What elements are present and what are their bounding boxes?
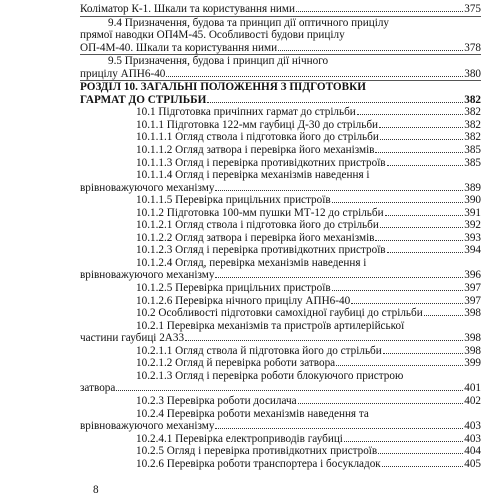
dot-leader	[207, 102, 463, 103]
toc-entry	[80, 282, 481, 295]
toc-entry	[80, 106, 481, 119]
toc-page-number: 385	[464, 144, 481, 157]
toc-entry	[80, 395, 481, 408]
toc-entry-title: ГАРМАТ ДО СТРІЛЬБИ	[80, 93, 207, 106]
toc-entry	[80, 357, 481, 370]
toc-entry-title: Коліматор К-1. Шкали та користування ними	[80, 3, 295, 15]
toc-entry-title: врівноважуючого механізму	[80, 269, 215, 282]
toc-entry	[80, 433, 481, 446]
toc-page-number: 397	[464, 282, 481, 295]
toc-page-number: 375	[464, 3, 481, 15]
dot-leader	[375, 152, 463, 153]
dot-leader	[382, 466, 463, 467]
toc-page-number: 402	[464, 394, 481, 407]
toc-entry	[80, 445, 481, 458]
toc-page-number: 398	[464, 344, 481, 357]
toc-entry	[80, 16, 481, 42]
toc-entry-title: затвора	[80, 382, 116, 395]
toc-entry-title: 10.1.2.5 Перевірка прицільних пристроїв	[136, 282, 331, 295]
toc-entry-title: 10.2.1.3 Огляд і перевірка роботи блокуючого пристрою	[136, 369, 404, 382]
dot-leader	[424, 315, 464, 316]
toc-entry-title: 10.1.1.2 Огляд затвора і перевірка його механізмів	[136, 144, 375, 157]
dot-leader	[380, 227, 463, 228]
toc-entry	[80, 144, 481, 157]
toc-entry	[80, 80, 481, 106]
toc-entry-title: 10.1.2.1 Огляд ствола і підготовка його до стрільби	[136, 219, 379, 232]
toc-page-number: 378	[464, 41, 481, 54]
toc-entry-title: 10.1 Підготовка причіпних гармат до стрільби	[136, 106, 356, 119]
toc-page-number: 403	[464, 420, 481, 433]
toc-entry	[80, 169, 481, 194]
toc-entry-title: 10.1.2.4 Огляд, перевірка механізмів наведення і	[136, 256, 367, 269]
toc-entry-title: 10.1.2.2 Огляд затвора і перевірка його механізмів	[136, 231, 375, 244]
toc-page-number: 397	[464, 294, 481, 307]
dot-leader	[215, 428, 463, 429]
toc-page-number: 392	[464, 219, 481, 232]
toc-page-number: 391	[464, 206, 481, 219]
toc-page-number: 393	[464, 231, 481, 244]
toc-entry-title: 10.2.5 Огляд і перевірка противідкотних пристроїв	[136, 445, 378, 458]
dot-leader	[380, 139, 463, 140]
toc-entry	[80, 257, 481, 282]
table-of-contents	[80, 3, 481, 470]
toc-entry	[80, 295, 481, 308]
toc-page-number: 404	[464, 445, 481, 458]
dot-leader	[185, 340, 463, 341]
toc-entry-title: 10.2.1.2 Огляд й перевірка роботи затвора	[136, 357, 336, 370]
toc-entry	[80, 219, 481, 232]
toc-page-number: 382	[464, 131, 481, 144]
page-number: 8	[93, 484, 99, 496]
dot-leader	[357, 114, 463, 115]
dot-leader	[351, 303, 463, 304]
toc-page-number: 403	[464, 432, 481, 445]
dot-leader	[298, 403, 464, 404]
toc-entry-title: 10.1.1.1 Огляд ствола і підготовка його до стрільби	[136, 131, 379, 144]
toc-entry	[80, 345, 481, 358]
toc-entry-title: 10.2.1 Перевірка механізмів та пристроїв артилерійської	[136, 319, 405, 332]
toc-entry-title: 10.1.1.4 Огляд і перевірка механізмів наведення і	[136, 169, 370, 182]
toc-entry	[80, 54, 481, 68]
dot-leader	[336, 365, 463, 366]
dot-leader	[215, 190, 463, 191]
toc-entry-title: 10.1.1.3 Огляд і перевірка противідкотних пристроїв	[136, 156, 386, 169]
dot-leader	[278, 50, 463, 51]
toc-page-number: 389	[464, 181, 481, 194]
dot-leader	[387, 252, 464, 253]
toc-page-number: 382	[464, 93, 481, 106]
toc-entry	[80, 131, 481, 144]
toc-page-number: 401	[464, 382, 481, 395]
dot-leader	[296, 11, 463, 12]
dot-leader	[166, 76, 463, 77]
toc-page-number: 396	[464, 269, 481, 282]
dot-leader	[385, 215, 464, 216]
toc-entry	[80, 408, 481, 433]
toc-entry	[80, 68, 481, 81]
toc-entry	[80, 370, 481, 395]
toc-entry-title: прицілу АПН6-40	[80, 67, 166, 80]
toc-entry-title: 10.2 Особливості підготовки самохідної гаубиці до стрільби	[136, 307, 423, 320]
dot-leader	[378, 453, 463, 454]
toc-page-number: 385	[464, 156, 481, 169]
toc-entry-title: 10.1.1.5 Перевірка прицільних пристроїв	[136, 194, 331, 207]
toc-entry-title: 9.4 Призначення, будова та принцип дії оптичного прицілу	[108, 16, 390, 29]
dot-leader	[332, 202, 464, 203]
toc-page-number: 405	[464, 457, 481, 470]
toc-page-number: 398	[464, 307, 481, 320]
toc-page-number: 382	[464, 118, 481, 131]
dot-leader	[383, 353, 463, 354]
toc-entry-title: 10.2.3 Перевірка роботи досилача	[136, 394, 297, 407]
toc-entry	[80, 194, 481, 207]
toc-page-number: 382	[464, 106, 481, 119]
toc-entry-title: 10.1.2 Підготовка 100-мм пушки МТ-12 до стрільби	[136, 206, 384, 219]
toc-entry	[80, 232, 481, 245]
toc-entry-title: 10.2.6 Перевірка роботи транспортера і босукладок	[136, 457, 381, 470]
toc-entry	[80, 157, 481, 170]
dot-leader	[116, 390, 463, 391]
toc-entry	[80, 307, 481, 320]
toc-entry	[80, 3, 481, 16]
toc-entry-title: 10.1.2.6 Перевірка нічного прицілу АПН6-40	[136, 294, 351, 307]
dot-leader	[215, 277, 463, 278]
toc-entry	[80, 42, 481, 55]
toc-page-number: 398	[464, 332, 481, 345]
dot-leader	[375, 240, 463, 241]
toc-entry-title: РОЗДІЛ 10. ЗАГАЛЬНІ ПОЛОЖЕННЯ З ПІДГОТОВКИ	[80, 81, 366, 94]
toc-entry-title: врівноважуючого механізму	[80, 420, 215, 433]
toc-entry	[80, 207, 481, 220]
dot-leader	[332, 290, 464, 291]
toc-page-number: 390	[464, 194, 481, 207]
toc-entry	[80, 320, 481, 345]
toc-entry-title: врівноважуючого механізму	[80, 181, 215, 194]
toc-entry-title: 10.2.4.1 Перевірка електроприводів гаубиці	[136, 432, 343, 445]
toc-entry-title: 10.1.2.3 Огляд і перевірка противідкотних пристроїв	[136, 244, 386, 257]
dot-leader	[344, 441, 463, 442]
toc-page-number: 399	[464, 357, 481, 370]
dot-leader	[387, 165, 464, 166]
toc-entry-title: частини гаубиці 2А33	[80, 332, 185, 345]
toc-entry	[80, 119, 481, 132]
toc-entry-title: прямої наводки ОП4М-45. Особливості будови прицілу	[80, 29, 345, 42]
toc-page-number: 380	[464, 67, 481, 80]
toc-entry	[80, 458, 481, 471]
toc-entry-title: 10.1.1 Підготовка 122-мм гаубиці Д-30 до стрільби	[136, 118, 378, 131]
toc-entry-title: ОП-4М-40. Шкали та користування ними	[80, 41, 278, 54]
toc-entry-title: 9.5 Призначення, будова і принцип дії нічного	[108, 55, 329, 68]
toc-entry-title: 10.2.1.1 Огляд ствола й підготовка його до стрільби	[136, 344, 382, 357]
dot-leader	[379, 127, 463, 128]
toc-page-number: 394	[464, 244, 481, 257]
toc-entry	[80, 244, 481, 257]
toc-entry-title: 10.2.4 Перевірка роботи механізмів наведення та	[136, 407, 369, 420]
